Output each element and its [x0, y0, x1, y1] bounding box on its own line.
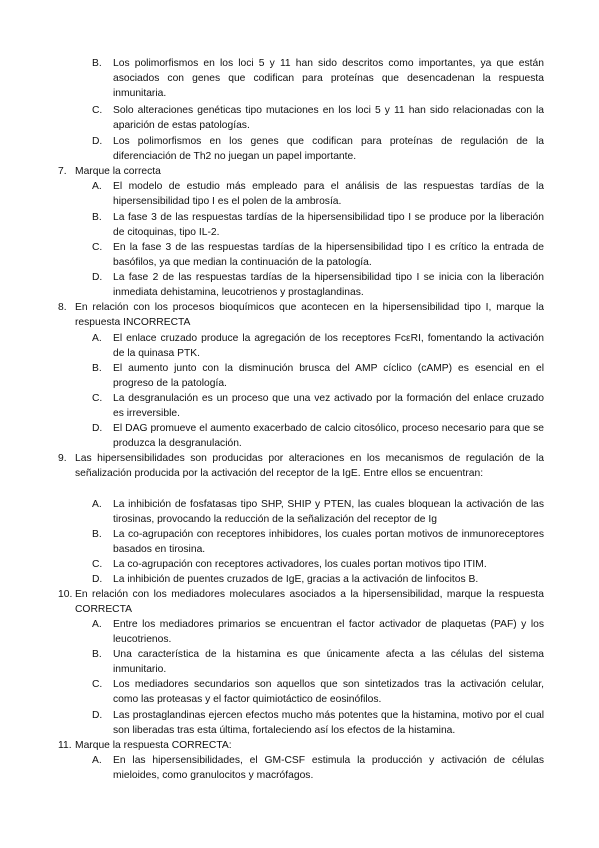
answer-option: [92, 240, 544, 270]
question-item: [58, 587, 544, 617]
question-text: Marque la respuesta CORRECTA:: [75, 740, 232, 751]
option-text: El aumento junto con la disminución brusca del AMP cíclico (cAMP) es esencial en el progreso de la patología.: [113, 363, 544, 390]
option-letter: C.: [92, 679, 103, 690]
option-letter: B.: [92, 212, 102, 223]
option-text: Los polimorfismos en los loci 5 y 11 han sido descritos como importantes, ya que están asociados con genes que codifican para proteínas que desencadenan la respuesta inmunitaria.: [113, 58, 544, 100]
question-item: [58, 738, 544, 753]
question-number: 7.: [58, 166, 67, 177]
answer-option: [92, 753, 544, 783]
option-letter: D.: [92, 710, 103, 721]
answer-option: [92, 677, 544, 707]
answer-option: [92, 331, 544, 361]
answer-option: [92, 103, 544, 133]
option-text: La fase 2 de las respuestas tardías de la hipersensibilidad tipo I se inicia con la liberación inmediata dehistamina, leucotrienos y prostaglandinas.: [113, 272, 544, 299]
answer-option: [92, 647, 544, 677]
option-text: El enlace cruzado produce la agregación de los receptores FcεRI, fomentando la activación de la quinasa PTK.: [113, 333, 544, 360]
option-letter: C.: [92, 393, 103, 404]
question-text: En relación con los mediadores moleculares asociados a la hipersensibilidad, marque la respuesta CORRECTA: [75, 589, 544, 616]
question-number: 8.: [58, 302, 67, 313]
option-letter: D.: [92, 272, 103, 283]
answer-option: [92, 527, 544, 557]
option-text: La fase 3 de las respuestas tardías de la hipersensibilidad tipo I se produce por la liberación de citoquinas, tipo IL-2.: [113, 212, 544, 239]
answer-option: [92, 134, 544, 164]
option-text: El DAG promueve el aumento exacerbado de calcio citosólico, proceso necesario para que se produzca la desgranulación.: [113, 423, 544, 450]
option-text: En las hipersensibilidades, el GM-CSF estimula la producción y activación de células mieloides, como granulocitos y macrófagos.: [113, 755, 544, 782]
option-text: El modelo de estudio más empleado para el análisis de las respuestas tardías de la hipersensibilidad tipo I es el polen de la ambrosía.: [113, 181, 544, 208]
option-letter: C.: [92, 105, 103, 116]
option-text: Los polimorfismos en los genes que codifican para proteínas de regulación de la diferenciación de Th2 no juegan un papel importante.: [113, 136, 544, 163]
option-letter: D.: [92, 136, 103, 147]
question-number: 10.: [58, 589, 73, 600]
option-letter: D.: [92, 423, 103, 434]
option-letter: A.: [92, 755, 102, 766]
option-text: La inhibición de puentes cruzados de IgE, gracias a la activación de linfocitos B.: [113, 574, 479, 585]
option-text: La co-agrupación con receptores inhibidores, los cuales portan motivos de inmunoreceptores basados en tirosina.: [113, 529, 544, 556]
answer-option: [92, 179, 544, 209]
option-text: La co-agrupación con receptores activadores, los cuales portan motivos tipo ITIM.: [113, 559, 487, 570]
option-letter: C.: [92, 242, 103, 253]
answer-option: [92, 557, 544, 572]
answer-option: [92, 270, 544, 300]
question-item: [58, 164, 544, 179]
option-letter: B.: [92, 529, 102, 540]
answer-option: [92, 421, 544, 451]
option-text: Entre los mediadores primarios se encuentran el factor activador de plaquetas (PAF) y los leucotrienos.: [113, 619, 544, 646]
option-letter: A.: [92, 181, 102, 192]
answer-option: [92, 56, 544, 102]
question-item: [58, 300, 544, 330]
option-letter: B.: [92, 649, 102, 660]
option-text: Las prostaglandinas ejercen efectos mucho más potentes que la histamina, motivo por el cual son liberadas tras esta última, fortaleciendo así los efectos de la histamina.: [113, 710, 544, 737]
option-letter: A.: [92, 333, 102, 344]
question-text: Las hipersensibilidades son producidas por alteraciones en los mecanismos de regulación de la señalización producida por la activación del receptor de la IgE. Entre ellos se encuentran:: [75, 453, 544, 480]
option-text: En la fase 3 de las respuestas tardías de la hipersensibilidad tipo I es crítico la entrada de basófilos, ya que median la continuación de la patología.: [113, 242, 544, 269]
option-letter: B.: [92, 363, 102, 374]
answer-option: [92, 497, 544, 527]
answer-option: [92, 708, 544, 738]
question-number: 11.: [58, 740, 72, 751]
answer-option: [92, 572, 544, 587]
option-letter: A.: [92, 499, 102, 510]
question-text: En relación con los procesos bioquímicos que acontecen en la hipersensibilidad tipo I, marque la respuesta INCORRECTA: [75, 302, 544, 329]
option-text: La inhibición de fosfatasas tipo SHP, SHIP y PTEN, las cuales bloquean la activación de las tirosinas, provocando la reducción de la señalización del receptor de Ig: [113, 499, 544, 526]
option-letter: C.: [92, 559, 103, 570]
option-text: La desgranulación es un proceso que una vez activado por la formación del enlace cruzado es irreversible.: [113, 393, 544, 420]
option-letter: D.: [92, 574, 103, 585]
answer-option: [92, 210, 544, 240]
answer-option: [92, 617, 544, 647]
answer-option: [92, 361, 544, 391]
question-number: 9.: [58, 453, 67, 464]
option-text: Una característica de la histamina es que únicamente afecta a las células del sistema inmunitario.: [113, 649, 544, 676]
answer-option: [92, 391, 544, 421]
question-text: Marque la correcta: [75, 166, 161, 177]
option-text: Solo alteraciones genéticas tipo mutaciones en los loci 5 y 11 han sido relacionadas con la aparición de estas patologías.: [113, 105, 544, 132]
option-text: Los mediadores secundarios son aquellos que son sintetizados tras la activación celular, como las proteasas y el factor quimiotáctico de eosinófilos.: [113, 679, 544, 706]
question-item: [58, 451, 544, 481]
option-letter: A.: [92, 619, 102, 630]
option-letter: B.: [92, 58, 102, 69]
